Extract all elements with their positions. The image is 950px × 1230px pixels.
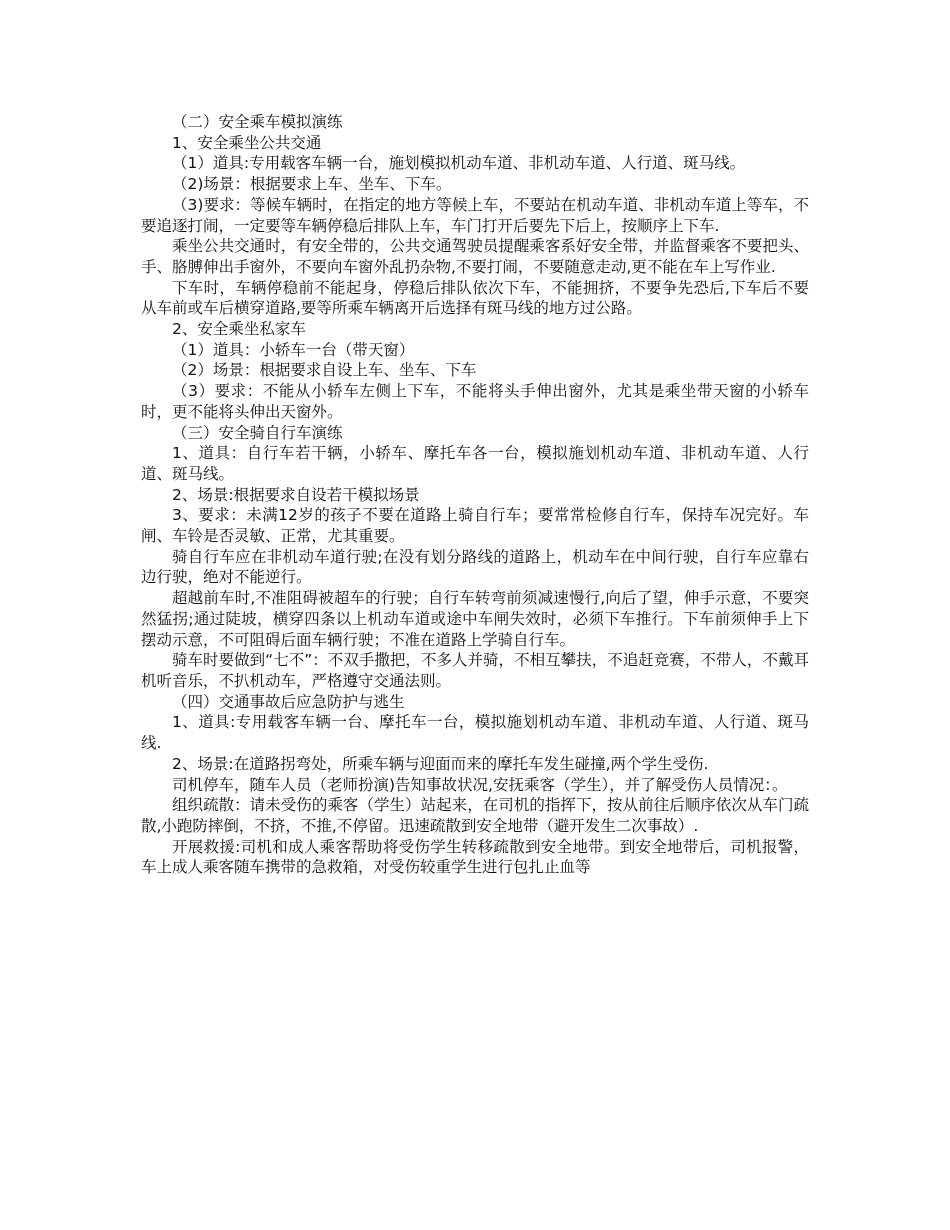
subsection-heading: 1、安全乘坐公共交通: [172, 133, 322, 152]
paragraph: （3)要求：等候车辆时，在指定的地方等候上车，不要站在机动车道、非机动车道上等车，不要追逐打闹，一定要等车辆停稳后排队上车，车门打开后要先下后上，按顺序上下车.: [141, 195, 809, 235]
paragraph: 超越前车时,不准阻碍被超车的行驶；自行车转弯前须减速慢行,向后了望，伸手示意，不要突然猛拐;通过陡坡，横穿四条以上机动车道或途中车闸失效时，必须下车推行。下车前须伸手上下摆动示意，不可阻碍后面车辆行驶；不准在道路上学骑自行车。: [141, 589, 809, 649]
paragraph: （1）道具:专用载客车辆一台，施划模拟机动车道、非机动车道、人行道、斑马线。: [172, 154, 746, 173]
paragraph: 2、场景:在道路拐弯处，所乘车辆与迎面而来的摩托车发生碰撞,两个学生受伤.: [172, 754, 709, 773]
paragraph: 司机停车，随车人员（老师扮演)告知事故状况,安抚乘客（学生），并了解受伤人员情况：。: [172, 775, 788, 794]
section-heading-4: （四）交通事故后应急防护与逃生: [172, 692, 405, 711]
paragraph: 骑车时要做到“七不”：不双手撒把，不多人并骑，不相互攀扶，不追赶竞赛，不带人，不戴耳机听音乐，不扒机动车，严格遵守交通法则。: [141, 651, 809, 690]
document-body: [141, 112, 809, 878]
paragraph: 骑自行车应在非机动车道行驶;在没有划分路线的道路上，机动车在中间行驶，自行车应靠右边行驶，绝对不能逆行。: [141, 547, 809, 587]
paragraph: 1、道具：自行车若干辆，小轿车、摩托车各一台，模拟施划机动车道、非机动车道、人行道、斑马线。: [141, 444, 809, 483]
paragraph: 开展救援:司机和成人乘客帮助将受伤学生转移疏散到安全地带。到安全地带后，司机报警，车上成人乘客随车携带的急救箱，对受伤较重学生进行包扎止血等: [141, 837, 809, 877]
paragraph: 下车时，车辆停稳前不能起身，停稳后排队依次下车，不能拥挤，不要争先恐后,下车后不要从车前或车后横穿道路,要等所乘车辆离开后选择有斑马线的地方过公路。: [141, 278, 809, 318]
paragraph: 组织疏散：请未受伤的乘客（学生）站起来，在司机的指挥下，按从前往后顺序依次从车门疏散,小跑防摔倒，不挤，不推,不停留。迅速疏散到安全地带（避开发生二次事故）.: [141, 796, 809, 835]
paragraph: 1、道具:专用载客车辆一台、摩托车一台，模拟施划机动车道、非机动车道、人行道、斑马线.: [141, 713, 809, 753]
paragraph: （2)场景：根据要求上车、坐车、下车。: [172, 175, 452, 194]
section-heading-3: （三）安全骑自行车演练: [172, 423, 343, 442]
paragraph: （3）要求：不能从小轿车左侧上下车，不能将头手伸出窗外，尤其是乘坐带天窗的小轿车时，更不能将头伸出天窗外。: [141, 382, 809, 421]
paragraph: （1）道具：小轿车一台（带天窗）: [172, 340, 415, 359]
paragraph: 乘坐公共交通时，有安全带的，公共交通驾驶员提醒乘客系好安全带，并监督乘客不要把头、手、胳膊伸出手窗外，不要向车窗外乱扔杂物,不要打闹，不要随意走动,更不能在车上写作业.: [141, 237, 809, 276]
paragraph: （2）场景：根据要求自设上车、坐车、下车: [172, 361, 477, 380]
paragraph: 3、要求：未满12岁的孩子不要在道路上骑自行车；要常常检修自行车，保持车况完好。车闸、车铃是否灵敏、正常，尤其重要。: [141, 506, 809, 546]
section-heading-2: （二）安全乘车模拟演练: [172, 113, 343, 131]
paragraph: 2、场景:根据要求自设若干模拟场景: [172, 485, 420, 504]
subsection-heading: 2、安全乘坐私家车: [172, 320, 306, 339]
